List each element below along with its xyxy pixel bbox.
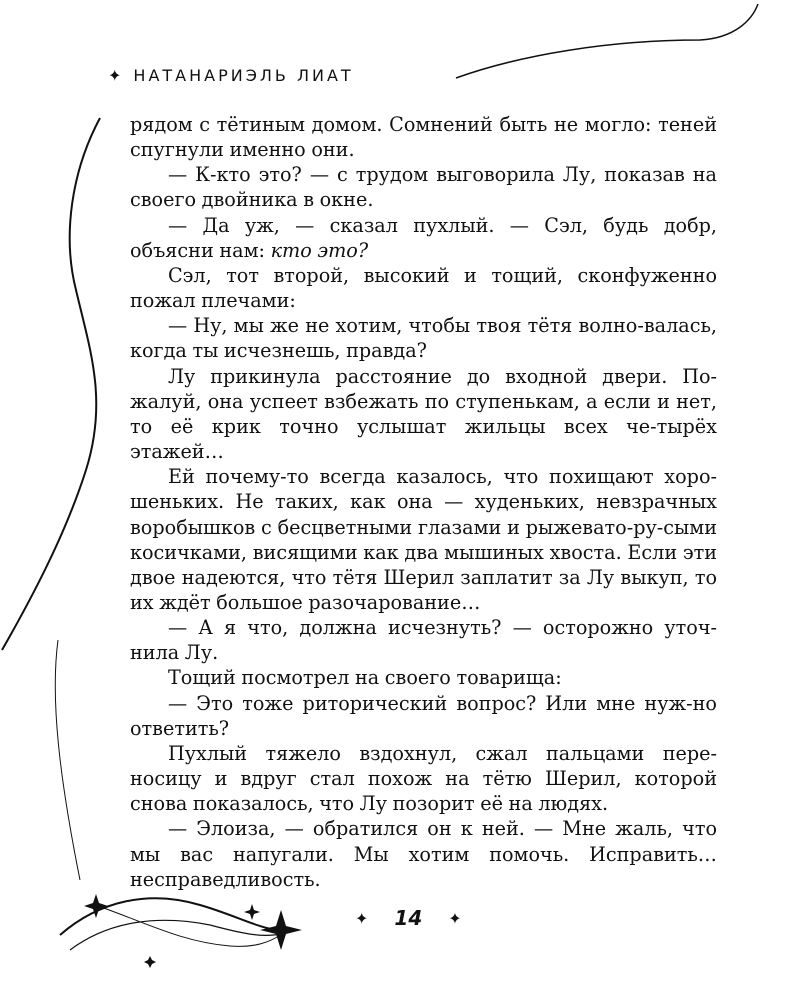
italic-phrase: кто это? bbox=[270, 238, 369, 262]
paragraph: — К-кто это? — с трудом выговорила Лу, показав на своего двойника в окне. bbox=[130, 163, 717, 212]
page-footer bbox=[355, 906, 462, 930]
paragraph: — А я что, должна исчезнуть? — осторожно уточ-нила Лу. bbox=[130, 616, 717, 665]
author-name: НАТАНАРИЭЛЬ ЛИАТ bbox=[133, 66, 354, 85]
paragraph: Тощий посмотрел на своего товарища: bbox=[168, 666, 562, 690]
paragraph: Лу прикинула расстояние до входной двери. По-жалуй, она успеет взбежать по ступенькам, а если и нет, то её крик точно услышат жильцы всех че-тырёх этажей… bbox=[130, 364, 717, 464]
bottom-swirl-line-2 bbox=[70, 920, 280, 950]
top-swirl-line bbox=[456, 4, 758, 78]
paragraph: — Элоиза, — обратился он к ней. — Мне жаль, что мы вас напугали. Мы хотим помочь. Исправить… несправедливость. bbox=[130, 817, 717, 891]
page-number: 14 bbox=[394, 906, 423, 930]
running-head bbox=[108, 66, 354, 85]
paragraph: Ей почему-то всегда казалось, что похищают хоро-шеньких. Не таких, как она — худеньких, невзрачных воробышков с бесцветными глазами и рыжевато-ру-сыми косичками, висящими как два мышиных хвоста. Если эти двое надеются, что тётя Шерил заплатит за Лу выкуп, то их ждёт большое разочарование… bbox=[130, 465, 717, 614]
paragraph: рядом с тётиным домом. Сомнений быть не могло: теней спугнули именно они. bbox=[130, 113, 717, 162]
bottom-swirl-line-3 bbox=[95, 905, 282, 946]
paragraph: — Это тоже риторический вопрос? Или мне нуж-но ответить? bbox=[130, 691, 717, 740]
body-text bbox=[130, 112, 717, 892]
star-icon: ✦ bbox=[108, 66, 122, 85]
bottom-star-small-1 bbox=[84, 894, 108, 918]
bottom-star-tiny bbox=[144, 956, 156, 968]
left-swirl-thin-line bbox=[55, 640, 80, 880]
star-icon: ✦ bbox=[355, 908, 369, 928]
bottom-star-small-2 bbox=[244, 904, 260, 920]
paragraph: Сэл, тот второй, высокий и тощий, сконфуженно пожал плечами: bbox=[130, 263, 717, 313]
left-swirl-line bbox=[2, 118, 100, 650]
paragraph: Пухлый тяжело вздохнул, сжал пальцами пере-носицу и вдруг стал похож на тётю Шерил, которой снова показалось, что Лу позорит её на людях. bbox=[130, 741, 717, 816]
bottom-swirl-line-1 bbox=[60, 898, 280, 935]
paragraph: — Ну, мы же не хотим, чтобы твоя тётя волно-валась, когда ты исчезнешь, правда? bbox=[130, 314, 717, 363]
paragraph: — Да уж, — сказал пухлый. — Сэл, будь добр, объясни нам: кто это? bbox=[130, 213, 717, 262]
bottom-star-large bbox=[260, 910, 302, 950]
star-icon: ✦ bbox=[448, 908, 462, 928]
